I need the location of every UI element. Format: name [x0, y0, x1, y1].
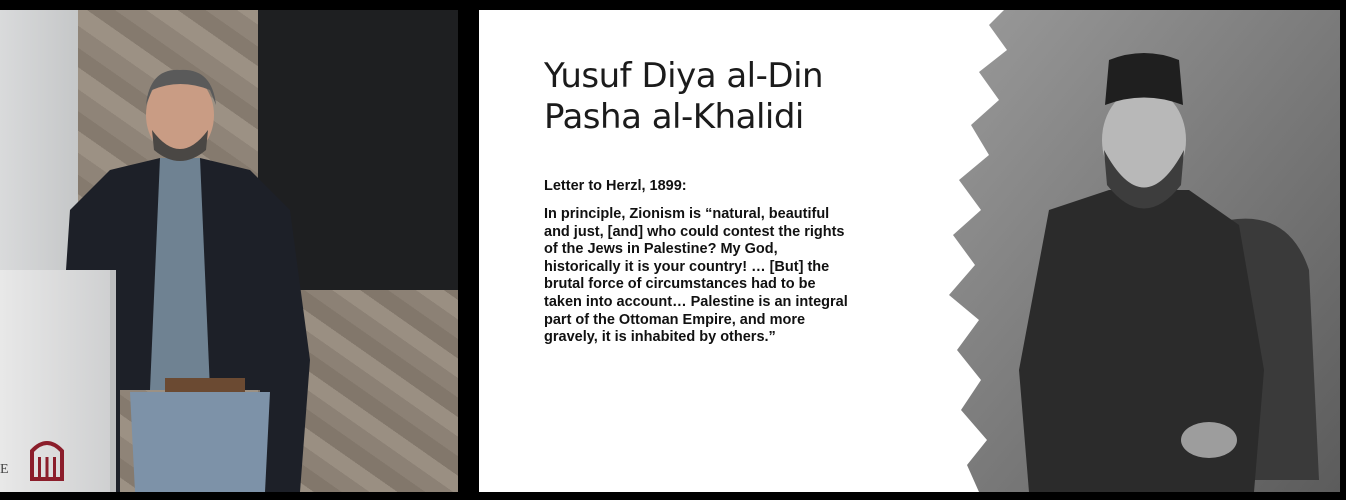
historical-portrait-image: [909, 10, 1340, 492]
podium-sign-text: E: [0, 462, 9, 477]
speaker-video-feed: [0, 10, 458, 492]
podium: [0, 270, 116, 492]
slide-title: Yusuf Diya al-Din Pasha al-Khalidi: [544, 56, 824, 137]
slide-subtitle: Letter to Herzl, 1899:: [544, 178, 687, 194]
presentation-slide: [479, 10, 1340, 492]
slide-quote: In principle, Zionism is “natural, beautiful and just, [and] who could contest the rights of the Jews in Palestine? My God, historically it is your country! … [But] the brutal force of circumstances had to be taken into account… Palestine is an integral part of the Ottoman Empire, and more gravely, it is inhabited by others.”: [544, 206, 848, 346]
institution-logo-icon: [28, 435, 66, 481]
